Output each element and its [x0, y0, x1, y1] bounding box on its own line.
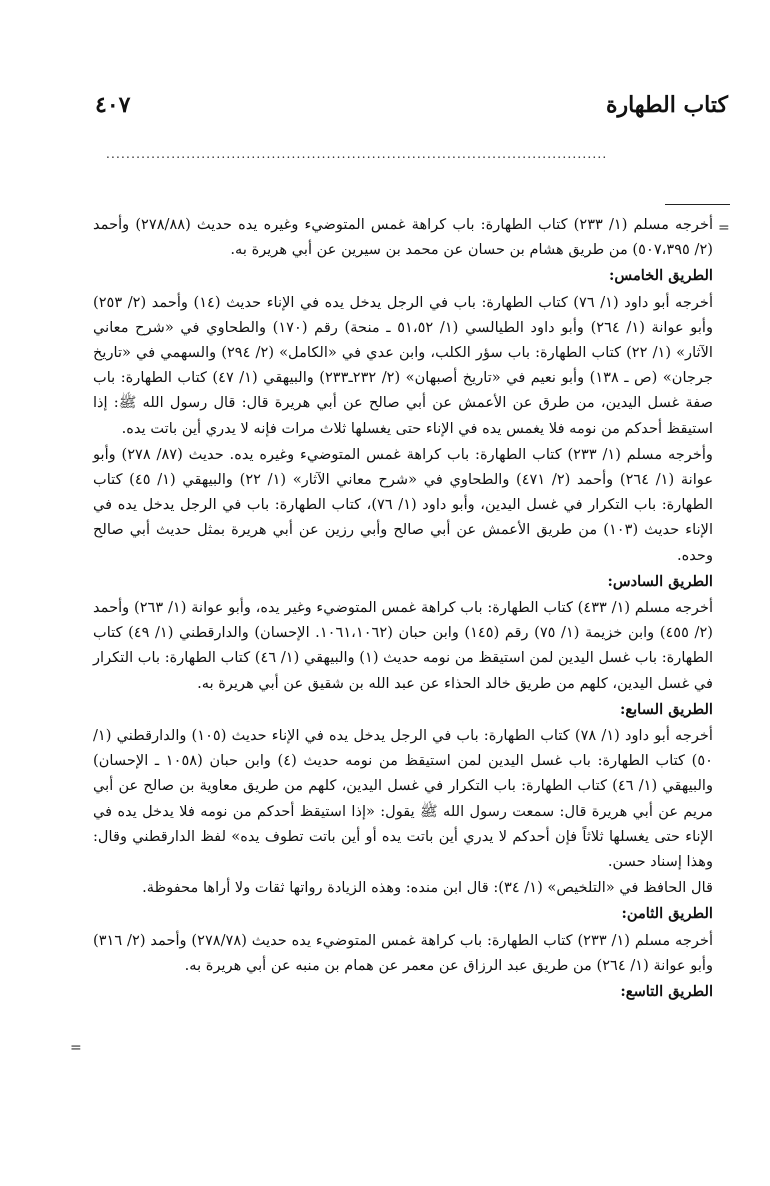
- section-heading: الطريق السادس:: [607, 572, 713, 590]
- continuation-mark-bottom: =: [70, 1040, 82, 1056]
- footnote-text: [93, 212, 713, 1005]
- text-paragraph: أخرجه مسلم (١/ ٤٣٣) كتاب الطهارة: باب كراهة غمس المتوضيء وغير يده، وأبو عوانة (١/ ٢٦٣) وأحمد (٢/ ٤٥٥) وابن خزيمة (١/ ٧٥) رقم (١٤٥) وابن حبان (١٠٦١،١٠٦٢. الإحسان) والدارقطني (١/ ٤٩) كتاب الطهارة: باب غسل اليدين لمن استيقظ من نومه حديث (١) والبيهقي (١/ ٤٦) كتاب الطهارة: باب التكرار في غسل اليدين، كلهم من طريق خالد الحذاء عن عبد الله بن شقيق عن أبي هريرة به.: [93, 599, 714, 692]
- page-header: [95, 92, 728, 128]
- page-number: ٤٠٧: [95, 92, 131, 118]
- continuation-mark-top: =: [718, 220, 730, 236]
- dotted-separator: ....................................................................................................: [106, 147, 608, 161]
- section-heading: الطريق التاسع:: [620, 983, 713, 1001]
- text-paragraph: أخرجه أبو داود (١/ ٧٨) كتاب الطهارة: باب في الرجل يدخل يده في الإناء حديث (١٠٥) والدارقطني (١/ ٥٠) كتاب الطهارة: باب غسل اليدين لمن استيقظ من نومه حديث (٤) وابن حبان (١٠٥٨ ـ الإحسان) والبيهقي (١/ ٤٦) كتاب الطهارة: باب التكرار في غسل اليدين، كلهم من طريق معاوية بن صالح عن أبي مريم عن أبي هريرة قال: سمعت رسول الله ﷺ يقول: «إذا استيقظ أحدكم من نومه فلا يدخل يده في الإناء حتى يغسلها ثلاثاً فإن أحدكم لا يدري أين باتت يده أو أين باتت تطوف يده» لفظ الدارقطني وقال: وهذا إسناد حسن.: [93, 727, 714, 871]
- text-paragraph: قال الحافظ في «التلخيص» (١/ ٣٤): قال ابن منده: وهذه الزيادة رواتها ثقات ولا أراها محفوظة.: [142, 879, 713, 897]
- text-paragraph: أخرجه مسلم (١/ ٢٣٣) كتاب الطهارة: باب كراهة غمس المتوضيء يده حديث (٢٧٨/٧٨) وأحمد (٢/ ٣١٦) وأبو عوانة (١/ ٢٦٤) من طريق عبد الرزاق عن معمر عن همام بن منبه عن أبي هريرة به.: [93, 931, 714, 974]
- text-paragraph: أخرجه مسلم (١/ ٢٣٣) كتاب الطهارة: باب كراهة غمس المتوضيء وغيره يده حديث (٢٧٨/٨٨) وأحمد (٢/ ٥٠٧،٣٩٥) من طريق هشام بن حسان عن محمد بن سيرين عن أبي هريرة به.: [93, 216, 714, 259]
- section-heading: الطريق الثامن:: [621, 905, 713, 923]
- text-paragraph: أخرجه أبو داود (١/ ٧٦) كتاب الطهارة: باب في الرجل يدخل يده في الإناء حديث (١٤) وأحمد (٢/ ٢٥٣) وأبو عوانة (١/ ٢٦٤) وأبو داود الطيالسي (١/ ٥١،٥٢ ـ منحة) رقم (١٧٠) والطحاوي في «شرح معاني الآثار» (١/ ٢٢) كتاب الطهارة: باب سؤر الكلب، وابن عدي في «الكامل» (٢/ ٢٩٤) والسهمي في «تاريخ جرجان» (ص ـ ١٣٨) وأبو نعيم في «تاريخ أصبهان» (٢/ ٢٣٢ـ٢٣٣) والبيهقي (١/ ٤٧) كتاب الطهارة: باب صفة غسل اليدين، من طرق عن الأعمش عن أبي صالح عن أبي هريرة قال: قال رسول الله ﷺ: إذا استيقظ أحدكم من نومه فلا يغمس يده في الإناء حتى يغسلها ثلاث مرات فإنه لا يدري أين باتت يده.: [93, 293, 714, 437]
- section-heading: الطريق الخامس:: [608, 267, 713, 285]
- section-heading: الطريق السابع:: [619, 700, 713, 718]
- text-paragraph: وأخرجه مسلم (١/ ٢٣٣) كتاب الطهارة: باب كراهة غمس المتوضيء وغيره يده. حديث (٨٧/ ٢٧٨) وأبو عوانة (١/ ٢٦٤) وأحمد (٢/ ٤٧١) والطحاوي في «شرح معاني الآثار» (١/ ٢٢) والبيهقي (١/ ٤٥) كتاب الطهارة: باب التكرار في غسل اليدين، وأبو داود (١/ ٧٦)، كتاب الطهارة: باب في الرجل يدخل يده في الإناء حديث (١٠٣) من طريق الأعمش عن أبي صالح وأبي رزين عن أبي هريرة بمثل حديث أبي صالح وحده.: [93, 445, 714, 564]
- footnote-rule: [665, 204, 730, 205]
- running-title: كتاب الطهارة: [605, 92, 728, 118]
